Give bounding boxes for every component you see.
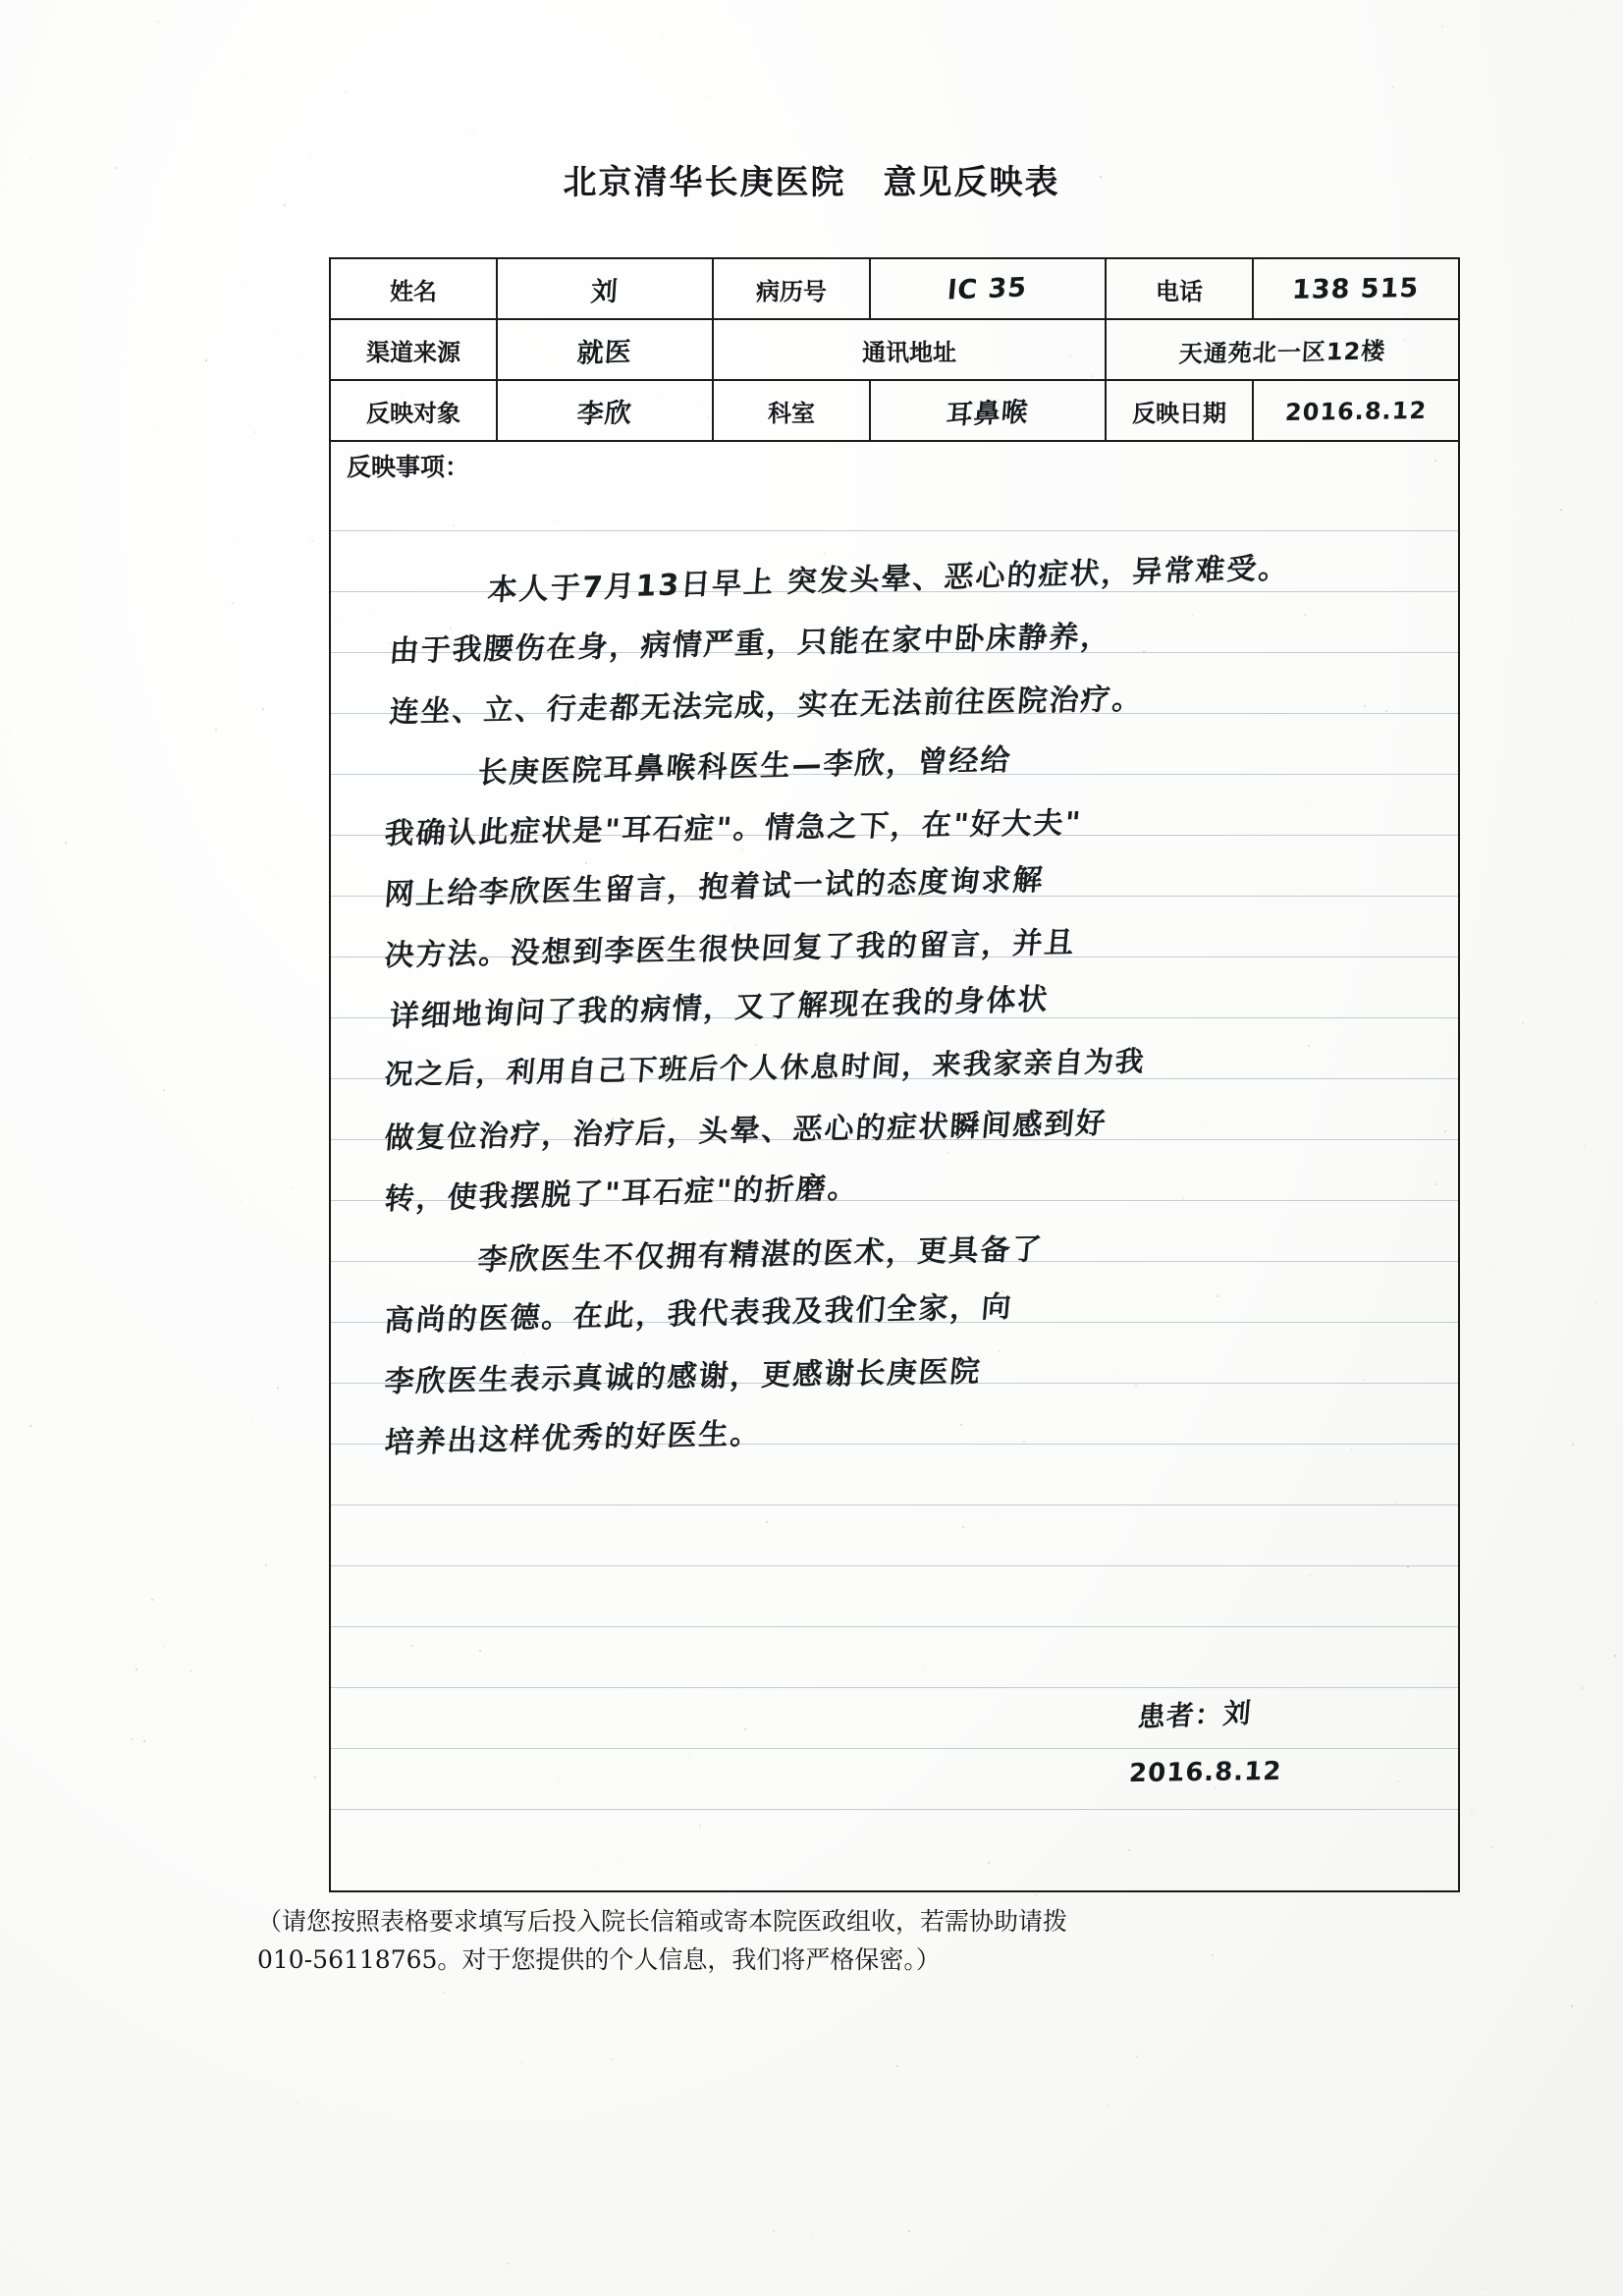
handwritten-subject: 李欣 bbox=[575, 397, 633, 430]
footer-note bbox=[257, 1903, 1416, 1980]
handwritten-line: 本人于7月13日早上 突发头晕、恶心的症状，异常难受。 bbox=[486, 551, 1291, 609]
field-department[interactable] bbox=[870, 380, 1106, 441]
handwritten-line: 详细地询问了我的病情，又了解现在我的身体状 bbox=[388, 982, 1051, 1035]
handwritten-name: 刘 bbox=[589, 276, 620, 307]
table-row bbox=[330, 258, 1459, 319]
table-row bbox=[330, 380, 1459, 441]
handwritten-channel: 就医 bbox=[575, 336, 633, 369]
title-hospital: 北京清华长庚医院 bbox=[563, 163, 846, 202]
field-date[interactable] bbox=[1253, 380, 1459, 441]
handwritten-date: 2016.8.12 bbox=[1284, 396, 1428, 426]
handwritten-line: 长庚医院耳鼻喉科医生—李欣，曾经给 bbox=[476, 742, 1013, 792]
handwritten-department: 耳鼻喉 bbox=[945, 396, 1031, 431]
handwritten-line: 李欣医生表示真诚的感谢，更感谢长庚医院 bbox=[383, 1354, 984, 1400]
patient-info-table bbox=[329, 257, 1460, 442]
label-feedback-items: 反映事项： bbox=[347, 453, 470, 481]
handwritten-line: 高尚的医德。在此，我代表我及我们全家，向 bbox=[383, 1289, 1014, 1339]
handwritten-address: 天通苑北一区12楼 bbox=[1177, 337, 1386, 367]
label-phone: 电话 bbox=[1106, 258, 1253, 319]
handwritten-line: 由于我腰伤在身，病情严重，只能在家中卧床静养， bbox=[388, 619, 1114, 670]
field-address[interactable] bbox=[1106, 319, 1459, 380]
label-department: 科室 bbox=[713, 380, 870, 441]
field-record-no[interactable] bbox=[870, 258, 1106, 319]
field-phone[interactable] bbox=[1253, 258, 1459, 319]
handwritten-line: 决方法。没想到李医生很快回复了我的留言，并且 bbox=[383, 925, 1078, 974]
handwritten-line: 转，使我摆脱了"耳石症"的折磨。 bbox=[383, 1171, 861, 1218]
page-title bbox=[0, 155, 1623, 203]
handwritten-line: 我确认此症状是"耳石症"。情急之下，在"好大夫" bbox=[383, 805, 1084, 852]
field-name[interactable] bbox=[497, 258, 713, 319]
handwritten-line: 网上给李欣医生留言，抱着试一试的态度询求解 bbox=[383, 862, 1046, 913]
label-address: 通讯地址 bbox=[713, 319, 1106, 380]
label-date: 反映日期 bbox=[1106, 380, 1253, 441]
signature-date: 2016.8.12 bbox=[1127, 1756, 1282, 1789]
label-channel: 渠道来源 bbox=[330, 319, 497, 380]
handwritten-record-no: lC 35 bbox=[947, 271, 1029, 306]
footer-note-line-2: 010-56118765。对于您提供的个人信息，我们将严格保密。） bbox=[257, 1944, 941, 1974]
handwritten-line: 李欣医生不仅拥有精湛的医术，更具备了 bbox=[476, 1231, 1046, 1279]
feedback-body-area[interactable] bbox=[331, 440, 1458, 1890]
label-name: 姓名 bbox=[330, 258, 497, 319]
label-subject: 反映对象 bbox=[330, 380, 497, 441]
table-row bbox=[330, 319, 1459, 380]
handwritten-line: 况之后，利用自己下班后个人休息时间，来我家亲自为我 bbox=[383, 1044, 1148, 1092]
handwritten-line: 培养出这样优秀的好医生。 bbox=[383, 1416, 764, 1461]
signature-name: 患者：刘 bbox=[1136, 1696, 1254, 1734]
handwritten-line: 连坐、立、行走都无法完成，实在无法前往医院治疗。 bbox=[388, 682, 1146, 731]
field-channel[interactable] bbox=[497, 319, 713, 380]
title-form-name: 意见反映表 bbox=[883, 163, 1060, 202]
label-record-no: 病历号 bbox=[713, 258, 870, 319]
handwritten-line: 做复位治疗，治疗后，头晕、恶心的症状瞬间感到好 bbox=[383, 1106, 1109, 1157]
handwritten-phone: 138 515 bbox=[1291, 272, 1421, 305]
footer-note-line-1: （请您按照表格要求填写后投入院长信箱或寄本院医政组收，若需协助请拨 bbox=[257, 1907, 1068, 1936]
field-subject[interactable] bbox=[497, 380, 713, 441]
handwritten-content bbox=[331, 440, 1458, 1890]
